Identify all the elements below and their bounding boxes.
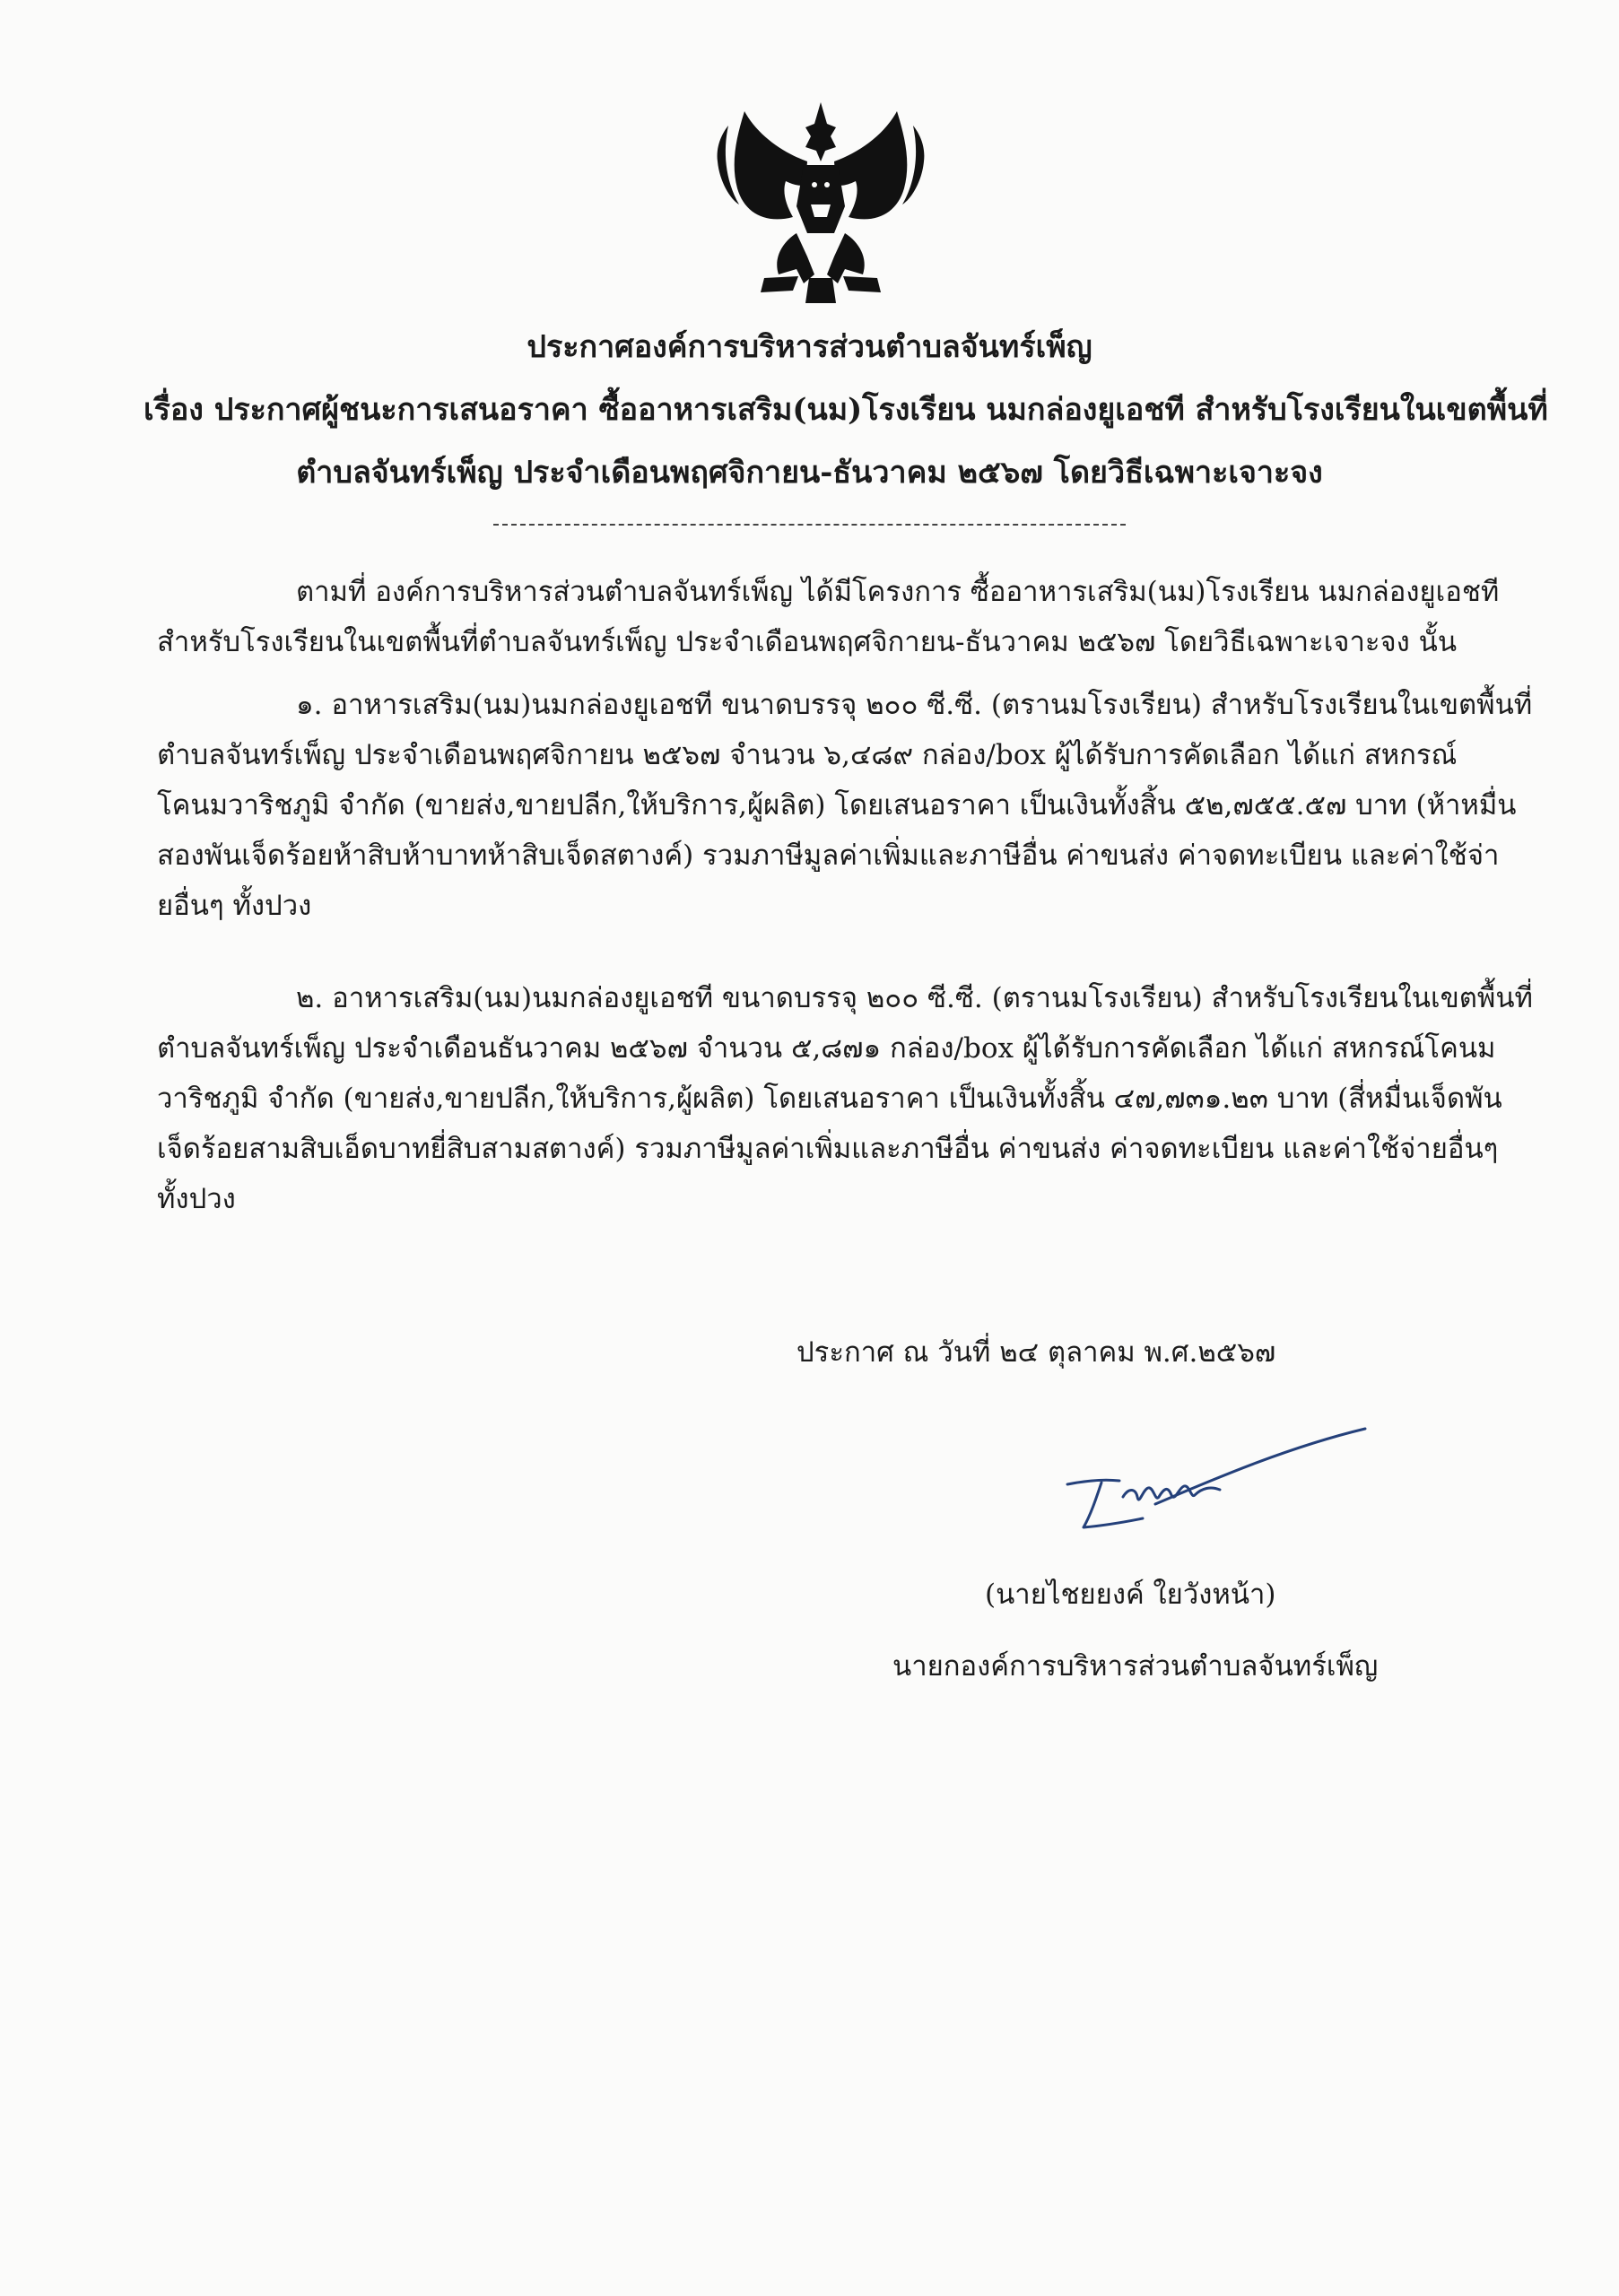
item-1-line: ยอื่นๆ ทั้งปวง (157, 890, 312, 922)
item-2-line: ทั้งปวง (157, 1183, 236, 1215)
signer-title: นายกองค์การบริหารส่วนตำบลจันทร์เพ็ญ (892, 1650, 1379, 1683)
item-1-line: ตำบลจันทร์เพ็ญ ประจำเดือนพฤศจิกายน ๒๕๖๗ จำนวน ๖,๔๘๙ กล่อง/box ผู้ได้รับการคัดเลือก ได้แก่ สหกรณ์ (157, 739, 1458, 771)
announcement-title: ประกาศองค์การบริหารส่วนตำบลจันทร์เพ็ญ (527, 329, 1092, 365)
item-1-line: สองพันเจ็ดร้อยห้าสิบห้าบาทห้าสิบเจ็ดสตางค์) รวมภาษีมูลค่าเพิ่มและภาษีอื่น ค่าขนส่ง ค่าจดทะเบียน และค่าใช้จ่า (157, 839, 1500, 872)
announcement-date: ประกาศ ณ วันที่ ๒๔ ตุลาคม พ.ศ.๒๕๖๗ (796, 1336, 1276, 1369)
intro-line: ตามที่ องค์การบริหารส่วนตำบลจันทร์เพ็ญ ได้มีโครงการ ซื้ออาหารเสริม(นม)โรงเรียน นมกล่องยูเอชที (296, 576, 1500, 608)
intro-line: สำหรับโรงเรียนในเขตพื้นที่ตำบลจันทร์เพ็ญ ประจำเดือนพฤศจิกายน-ธันวาคม ๒๕๖๗ โดยวิธีเฉพาะเจาะจง นั้น (157, 626, 1458, 658)
item-2-paragraph (157, 973, 1533, 1224)
item-2-line: วาริชภูมิ จำกัด (ขายส่ง,ขายปลีก,ให้บริการ,ผู้ผลิต) โดยเสนอราคา เป็นเงินทั้งสิ้น ๔๗,๗๓๑.๒๓ บาท (สี่หมื่นเจ็ดพัน (157, 1083, 1502, 1115)
header-divider (493, 524, 1126, 526)
signer-name: (นายไชยยงค์ ใยวังหน้า) (985, 1578, 1276, 1611)
garuda-emblem-icon (710, 99, 931, 307)
subject-line-1: เรื่อง ประกาศผู้ชนะการเสนอราคา ซื้ออาหารเสริม(นม)โรงเรียน นมกล่องยูเอชที สำหรับโรงเรียนในเขตพื้นที่ (144, 392, 1548, 428)
item-1-paragraph (157, 680, 1533, 931)
item-2-line: เจ็ดร้อยสามสิบเอ็ดบาทยี่สิบสามสตางค์) รวมภาษีมูลค่าเพิ่มและภาษีอื่น ค่าขนส่ง ค่าจดทะเบียน และค่าใช้จ่ายอื่นๆ (157, 1133, 1499, 1165)
signature-icon (1049, 1422, 1390, 1538)
intro-paragraph (157, 567, 1500, 667)
item-1-line: โคนมวาริชภูมิ จำกัด (ขายส่ง,ขายปลีก,ให้บริการ,ผู้ผลิต) โดยเสนอราคา เป็นเงินทั้งสิ้น ๕๒,๗๕๕.๕๗ บาท (ห้าหมื่น (157, 789, 1517, 822)
item-2-line: ตำบลจันทร์เพ็ญ ประจำเดือนธันวาคม ๒๕๖๗ จำนวน ๕,๘๗๑ กล่อง/box ผู้ได้รับการคัดเลือก ได้แก่ สหกรณ์โคนม (157, 1032, 1496, 1065)
subject-line-2: ตำบลจันทร์เพ็ญ ประจำเดือนพฤศจิกายน-ธันวาคม ๒๕๖๗ โดยวิธีเฉพาะเจาะจง (296, 455, 1323, 491)
item-2-line: ๒. อาหารเสริม(นม)นมกล่องยูเอชที ขนาดบรรจุ ๒๐๐ ซี.ซี. (ตรานมโรงเรียน) สำหรับโรงเรียนในเขตพื้นที่ (296, 982, 1533, 1014)
item-1-line: ๑. อาหารเสริม(นม)นมกล่องยูเอชที ขนาดบรรจุ ๒๐๐ ซี.ซี. (ตรานมโรงเรียน) สำหรับโรงเรียนในเขตพื้นที่ (296, 689, 1533, 721)
